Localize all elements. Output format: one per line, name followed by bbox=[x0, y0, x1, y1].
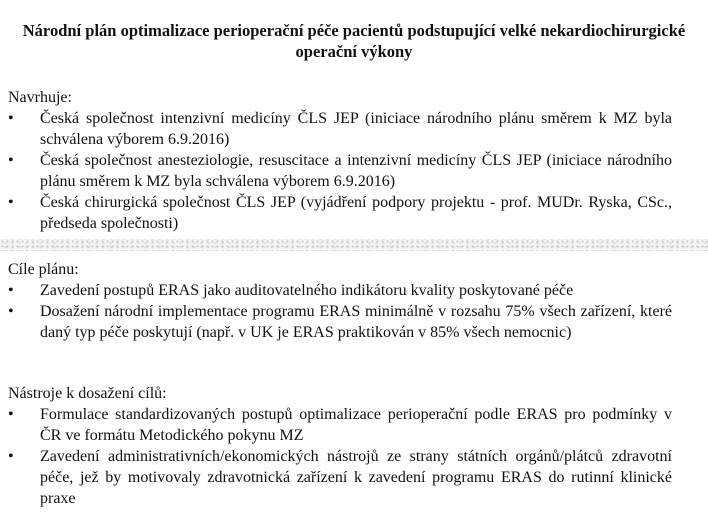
bullet-icon: • bbox=[8, 303, 14, 320]
section-nastroje bbox=[8, 383, 672, 509]
list-item bbox=[8, 404, 672, 446]
bullet-icon: • bbox=[8, 406, 14, 423]
section-cile-planu bbox=[8, 259, 672, 343]
bullet-list bbox=[8, 108, 672, 234]
dotted-divider bbox=[0, 239, 708, 251]
bullet-icon: • bbox=[8, 282, 14, 299]
list-item-text: Česká společnost intenzivní medicíny ČLS JEP (iniciace národního plánu směrem k MZ byla schválena výborem 6.9.2016) bbox=[40, 110, 672, 148]
list-item-text: Dosažení národní implementace programu ERAS minimálně v rozsahu 75% všech zařízení, které daný typ péče poskytují (např. v UK je ERAS praktikován v 85% všech nemocnic) bbox=[40, 303, 672, 341]
list-item bbox=[8, 192, 672, 234]
list-item bbox=[8, 280, 672, 301]
bullet-icon: • bbox=[8, 110, 14, 127]
bullet-icon: • bbox=[8, 152, 14, 169]
section-navrhuje bbox=[8, 87, 672, 234]
list-item-text: Zavedení administrativních/ekonomických nástrojů ze strany státních orgánů/plátců zdravotní péče, jež by motivovaly zdravotnická zařízení k zavedení programu ERAS do rutinní klinické praxe bbox=[40, 448, 672, 507]
list-item-text: Zavedení postupů ERAS jako auditovatelného indikátoru kvality poskytované péče bbox=[40, 282, 574, 299]
list-item bbox=[8, 108, 672, 150]
list-item bbox=[8, 150, 672, 192]
section-heading: Nástroje k dosažení cílů: bbox=[8, 385, 167, 402]
document-title: Národní plán optimalizace perioperační péče pacientů podstupující velké nekardiochirurgické operační výkony bbox=[22, 21, 686, 61]
list-item-text: Česká společnost anesteziologie, resuscitace a intenzivní medicíny ČLS JEP (iniciace národního plánu směrem k MZ byla schválena výborem 6.9.2016) bbox=[40, 152, 672, 190]
list-item bbox=[8, 446, 672, 509]
bullet-icon: • bbox=[8, 194, 14, 211]
bullet-list bbox=[8, 280, 672, 343]
list-item-text: Česká chirurgická společnost ČLS JEP (vyjádření podpory projektu - prof. MUDr. Ryska, CSc., předseda společnosti) bbox=[40, 194, 672, 232]
bullet-list bbox=[8, 404, 672, 509]
list-item bbox=[8, 301, 672, 343]
bullet-icon: • bbox=[8, 448, 14, 465]
list-item-text: Formulace standardizovaných postupů optimalizace perioperační podle ERAS pro podmínky v ČR ve formátu Metodického pokynu MZ bbox=[40, 406, 672, 444]
section-heading: Cíle plánu: bbox=[8, 261, 79, 278]
section-heading: Navrhuje: bbox=[8, 89, 72, 106]
